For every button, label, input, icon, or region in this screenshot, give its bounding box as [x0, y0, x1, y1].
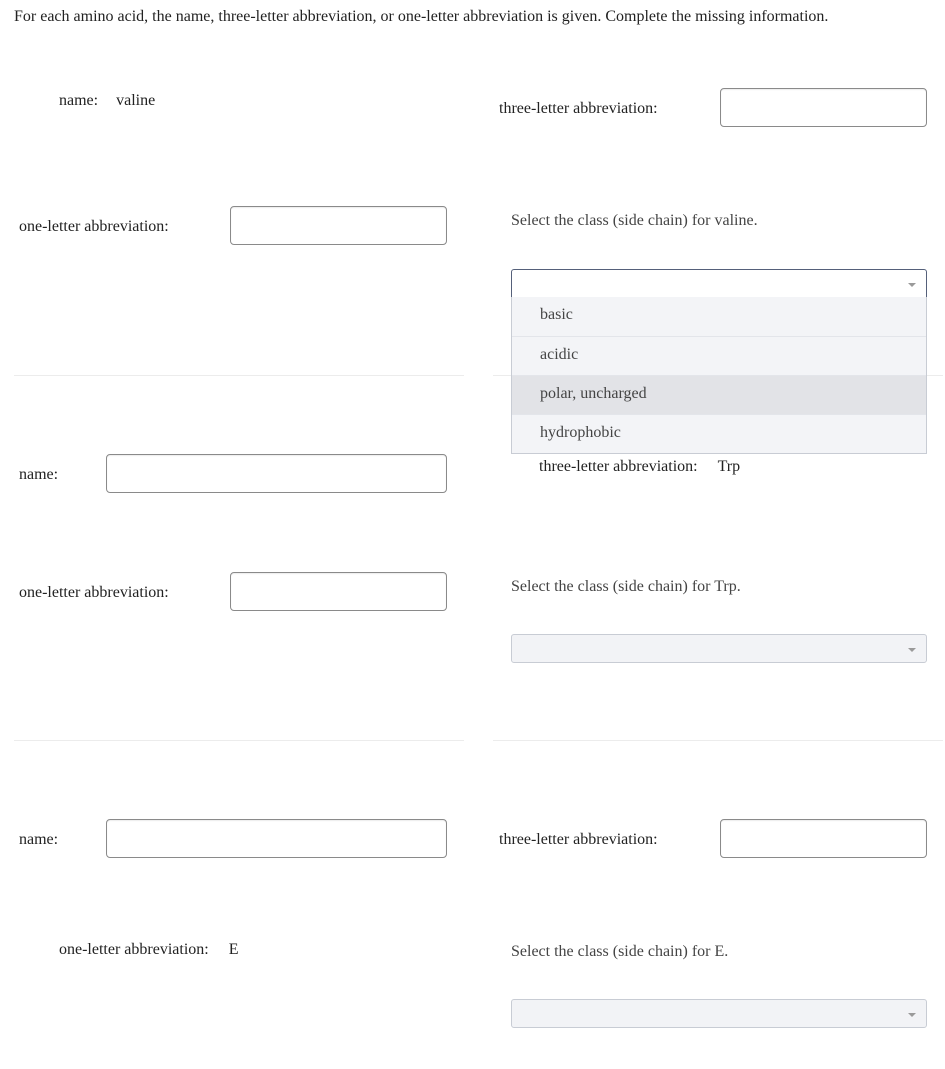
three-letter-label-2: three-letter abbreviation: [539, 458, 698, 475]
class-prompt-2: Select the class (side chain) for Trp. [511, 578, 741, 595]
chevron-down-icon [908, 648, 916, 652]
three-letter-label-1: three-letter abbreviation: [499, 100, 658, 117]
name-input-3[interactable] [106, 819, 447, 858]
given-three-letter-2 [539, 458, 740, 476]
separator-left-1 [14, 375, 464, 376]
separator-right-2 [493, 740, 943, 741]
one-letter-label-2: one-letter abbreviation: [19, 584, 169, 601]
option-hydrophobic[interactable]: hydrophobic [512, 414, 926, 453]
class-prompt-1: Select the class (side chain) for valine. [511, 212, 758, 229]
one-letter-input-1[interactable] [230, 206, 447, 245]
class-select-3[interactable] [511, 999, 927, 1028]
three-letter-input-1[interactable] [720, 88, 927, 127]
name-label-1: name: [59, 92, 99, 109]
class-select-2[interactable] [511, 634, 927, 663]
name-value-1: valine [116, 92, 156, 109]
one-letter-input-2[interactable] [230, 572, 447, 611]
given-one-letter-3 [59, 941, 239, 959]
chevron-down-icon [908, 283, 916, 287]
class-prompt-3: Select the class (side chain) for E. [511, 943, 729, 960]
three-letter-label-3: three-letter abbreviation: [499, 831, 658, 848]
class-dropdown-menu [511, 297, 927, 454]
one-letter-value-3: E [228, 941, 239, 958]
option-polar-uncharged[interactable]: polar, uncharged [512, 375, 926, 414]
three-letter-input-3[interactable] [720, 819, 927, 858]
one-letter-label-3: one-letter abbreviation: [59, 941, 209, 958]
three-letter-value-2: Trp [717, 458, 741, 475]
one-letter-label-1: one-letter abbreviation: [19, 218, 169, 235]
name-label-2: name: [19, 466, 59, 483]
class-select-1[interactable] [511, 269, 927, 298]
option-acidic[interactable]: acidic [512, 336, 926, 375]
name-input-2[interactable] [106, 454, 447, 493]
given-name-1 [59, 92, 155, 110]
separator-left-2 [14, 740, 464, 741]
instructions: For each amino acid, the name, three-letter abbreviation, or one-letter abbreviation is given. Complete the missing information. [14, 8, 829, 25]
option-basic[interactable]: basic [540, 306, 573, 323]
chevron-down-icon [908, 1013, 916, 1017]
name-label-3: name: [19, 831, 59, 848]
